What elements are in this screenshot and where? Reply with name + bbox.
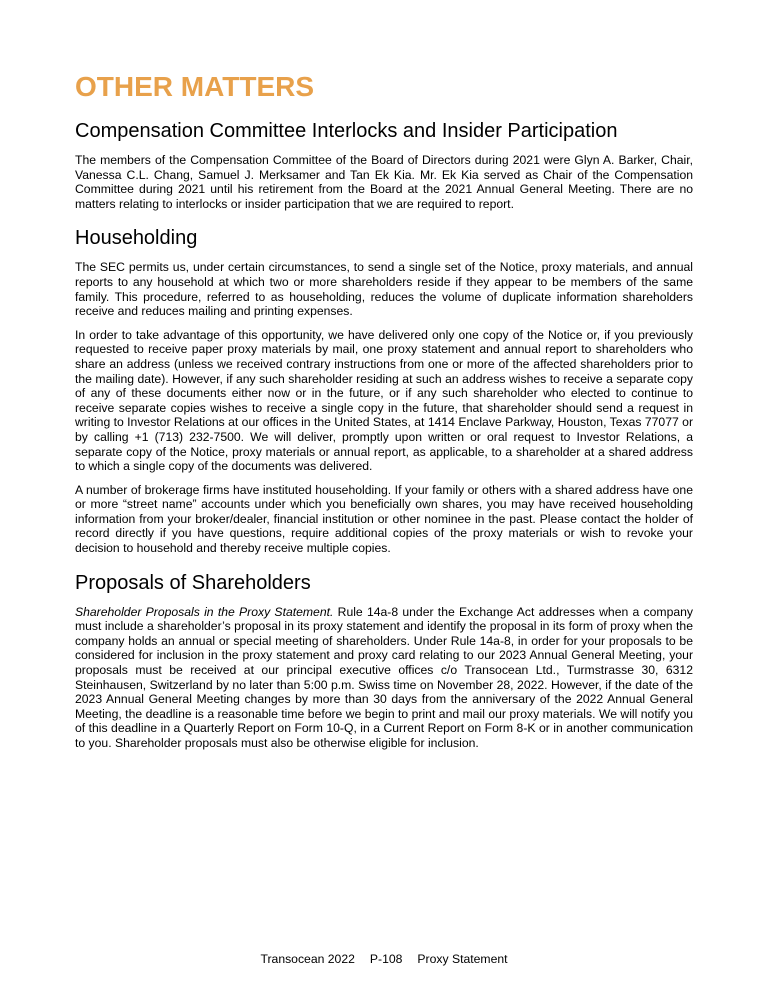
section-proposals-of-shareholders — [75, 571, 693, 751]
compensation-committee-paragraph: The members of the Compensation Committee of the Board of Directors during 2021 were Glyn A. Barker, Chair, Vanessa C.L. Chang, Samuel J. Merksamer and Tan Ek Kia. Mr. Ek Kia served as Chair of the Compensation Committee during 2021 until his retirement from the Board at the 2021 Annual General Meeting. There are no matters relating to interlocks or insider participation that we are required to report. — [75, 153, 693, 211]
householding-paragraph-1: The SEC permits us, under certain circumstances, to send a single set of the Notice, proxy materials, and annual reports to any household at which two or more shareholders reside if they appear to be members of the same family. This procedure, referred to as householding, reduces the volume of duplicate information shareholders receive and reduces mailing and printing expenses. — [75, 260, 693, 319]
proposals-paragraph-body: Rule 14a-8 under the Exchange Act addresses when a company must include a shareholder’s proposal in its proxy statement and identify the proposal in its form of proxy when the company holds an annual or special meeting of shareholders. Under Rule 14a-8, in order for your proposals to be considered for inclusion in the proxy statement and proxy card relating to our 2023 Annual General Meeting, your proposals must be received at our principal executive offices c/o Transocean Ltd., Turmstrasse 30, 6312 Steinhausen, Switzerland by no later than 5:00 p.m. Swiss time on November 28, 2022. However, if the date of the 2023 Annual General Meeting changes by more than 30 days from the anniversary of the 2022 Annual General Meeting, the deadline is a reasonable time before we begin to print and mail our proxy materials. We will notify you of this deadline in a Quarterly Report on Form 10-Q, in a Current Report on Form 8-K or in another communication to you. Shareholder proposals must also be otherwise eligible for inclusion. — [75, 604, 693, 750]
footer-brand: Transocean 2022 — [260, 952, 355, 967]
householding-paragraph-3: A number of brokerage firms have instituted householding. If your family or others with a shared address have one or more “street name” accounts under which you beneficially own shares, you may have received householding information from your broker/dealer, financial institution or other nominee in the past. Please contact the holder of record directly if you have questions, require additional copies of the proxy materials or wish to revoke your decision to household and thereby receive multiple copies. — [75, 482, 693, 556]
section-heading-proposals-of-shareholders: Proposals of Shareholders — [75, 571, 311, 594]
proposals-paragraph — [75, 605, 693, 751]
page-footer — [0, 952, 768, 967]
footer-doc-type: Proxy Statement — [417, 952, 508, 967]
section-heading-compensation-committee-interlocks: Compensation Committee Interlocks and Insider Participation — [75, 120, 618, 142]
householding-paragraph-2: In order to take advantage of this opportunity, we have delivered only one copy of the Notice or, if you previously requested to receive paper proxy materials by mail, one proxy statement and annual report to shareholders who share an address (unless we received contrary instructions from one or more of the affected shareholders prior to the mailing date). However, if any such shareholder residing at such an address wishes to receive a separate copy of any of these documents either now or in the future, or if any such shareholder who elected to continue to receive separate copies wishes to receive a single copy in the future, that shareholder should send a request in writing to Investor Relations at our offices in the United States, at 1414 Enclave Parkway, Houston, Texas 77077 or by calling +1 (713) 232-7500. We will deliver, promptly upon written or oral request to Investor Relations, a separate copy of the Notice, proxy materials or annual report, as applicable, to a shareholder at a shared address to which a single copy of the documents was delivered. — [75, 327, 693, 474]
page-title: OTHER MATTERS — [75, 71, 315, 102]
section-heading-householding: Householding — [75, 227, 198, 250]
section-compensation-committee-interlocks — [75, 119, 693, 211]
section-householding — [75, 226, 693, 555]
proposals-paragraph-italic-lead: Shareholder Proposals in the Proxy Statement. — [75, 604, 334, 619]
footer-page-number: P-108 — [369, 952, 403, 967]
